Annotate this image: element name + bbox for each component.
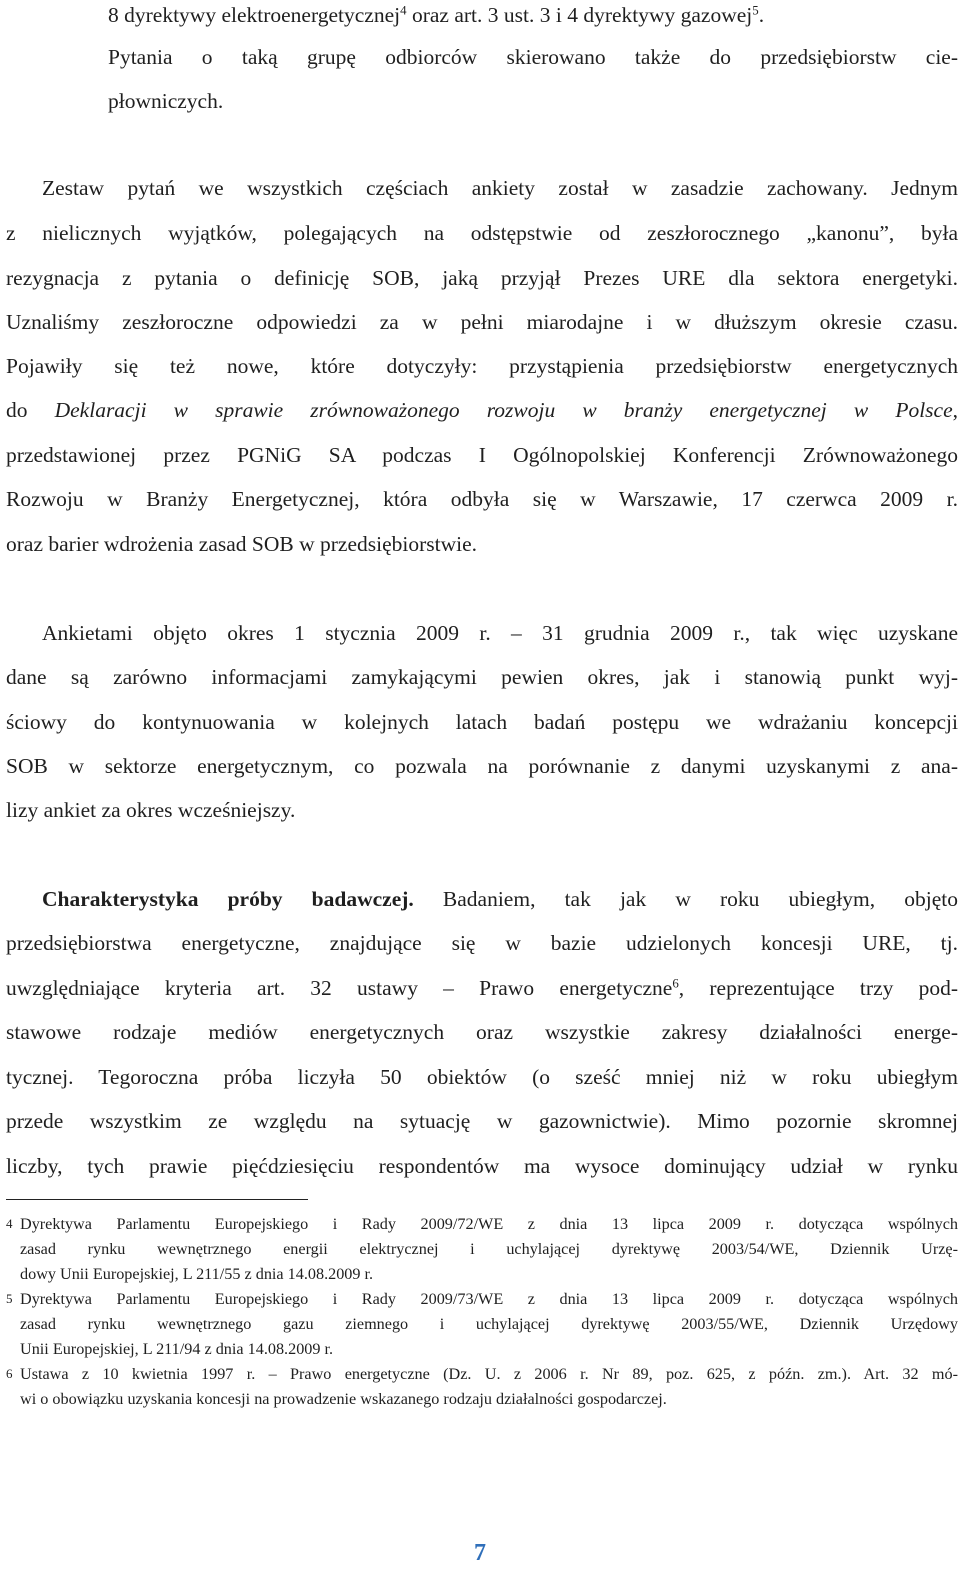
text-line: Ankietami objęto okres 1 stycznia 2009 r. – 31 grudnia 2009 r., tak więc uzyskane	[42, 621, 958, 645]
footnote-line: Dyrektywa Parlamentu Europejskiego i Rady 2009/73/WE z dnia 13 lipca 2009 r. dotycząca wspólnych	[20, 1290, 958, 1308]
text-line: Pytania o taką grupę odbiorców skierowano także do przedsiębiorstw cie-	[108, 45, 958, 69]
footnote-ref: 5	[752, 3, 759, 18]
text-line: przedsiębiorstwa energetyczne, znajdujące się w bazie udzielonych koncesji URE, tj.	[6, 931, 958, 955]
text-line: Pojawiły się też nowe, które dotyczyły: przystąpienia przedsiębiorstw energetycznych	[6, 354, 958, 378]
text-line: 8 dyrektywy elektroenergetycznej$^4$ oraz art. 3 ust. 3 i 4 dyrektywy gazowej$^5$.	[108, 3, 765, 27]
text-line: oraz barier wdrożenia zasad SOB w przedsiębiorstwie.	[6, 532, 478, 556]
text-line: Charakterystyka próby badawczej. Badaniem, tak jak w roku ubiegłym, objęto	[42, 887, 958, 911]
footnote-ref: 4	[400, 3, 407, 18]
text-line: przedstawionej przez PGNiG SA podczas I Ogólnopolskiej Konferencji Zrównoważonego	[6, 443, 958, 467]
text-line: tycznej. Tegoroczna próba liczyła 50 obiektów (o sześć mniej niż w roku ubiegłym	[6, 1065, 958, 1089]
text-line: lizy ankiet za okres wcześniejszy.	[6, 798, 296, 822]
text-line: do Deklaracji w sprawie zrównoważonego rozwoju w branży energetycznej w Polsce,	[6, 398, 959, 422]
text-line: SOB w sektorze energetycznym, co pozwala na porównanie z danymi uzyskanymi z ana-	[6, 754, 958, 778]
page-number: 7	[474, 1540, 486, 1566]
text-line: uwzględniające kryteria art. 32 ustawy – Prawo energetyczne$^6$, reprezentujące trzy pod-	[6, 976, 959, 1000]
footnote-line: zasad rynku wewnętrznego gazu ziemnego i uchylającej dyrektywę 2003/55/WE, Dziennik Urzędowy	[20, 1315, 958, 1333]
text-line: płowniczych.	[108, 89, 224, 113]
declaration-title: Deklaracji w sprawie zrównoważonego rozwoju w branży energetycznej w Polsce	[54, 398, 953, 422]
text-line: rezygnacja z pytania o definicję SOB, jaką przyjął Prezes URE dla sektora energetyki.	[6, 266, 958, 290]
footnote-ref: 6	[672, 976, 679, 991]
footnote-line: Dyrektywa Parlamentu Europejskiego i Rady 2009/72/WE z dnia 13 lipca 2009 r. dotycząca wspólnych	[20, 1215, 958, 1233]
footnote-line: wi o obowiązku uzyskania koncesji na prowadzenie wskazanego rodzaju działalności gospodarczej.	[20, 1390, 667, 1408]
text-line: liczby, tych prawie pięćdziesięciu respondentów ma wysoce dominujący udział w rynku	[6, 1154, 958, 1178]
footnote-number: 5	[6, 1291, 13, 1306]
text-line: dane są zarówno informacjami zamykającymi pewien okres, jak i stanowią punkt wyj-	[6, 665, 958, 689]
text-line: ściowy do kontynuowania w kolejnych latach badań postępu we wdrażaniu koncepcji	[6, 710, 958, 734]
text-line: Zestaw pytań we wszystkich częściach ankiety został w zasadzie zachowany. Jednym	[42, 176, 958, 200]
footnote-separator	[6, 1199, 308, 1200]
text-line: z nielicznych wyjątków, polegających na odstępstwie od zeszłorocznego „kanonu”, była	[6, 221, 958, 245]
footnote-line: Ustawa z 10 kwietnia 1997 r. – Prawo energetyczne (Dz. U. z 2006 r. Nr 89, poz. 625, z późn. zm.). Art. 32 mó-	[20, 1365, 958, 1383]
text-line: stawowe rodzaje mediów energetycznych oraz wszystkie zakresy działalności energe-	[6, 1020, 958, 1044]
text-line: przede wszystkim ze względu na sytuację w gazownictwie). Mimo pozornie skromnej	[6, 1109, 958, 1133]
section-heading: Charakterystyka próby badawczej.	[42, 887, 414, 911]
text-line: Uznaliśmy zeszłoroczne odpowiedzi za w pełni miarodajne i w dłuższym okresie czasu.	[6, 310, 958, 334]
footnote-line: Unii Europejskiej, L 211/94 z dnia 14.08.2009 r.	[20, 1340, 334, 1358]
footnote-line: dowy Unii Europejskiej, L 211/55 z dnia 14.08.2009 r.	[20, 1265, 374, 1283]
footnote-number: 6	[6, 1366, 13, 1381]
footnote-number: 4	[6, 1216, 13, 1231]
footnote-line: zasad rynku wewnętrznego energii elektrycznej i uchylającej dyrektywę 2003/54/WE, Dziennik Urzę-	[20, 1240, 958, 1258]
text-line: Rozwoju w Branży Energetycznej, która odbyła się w Warszawie, 17 czerwca 2009 r.	[6, 487, 958, 511]
